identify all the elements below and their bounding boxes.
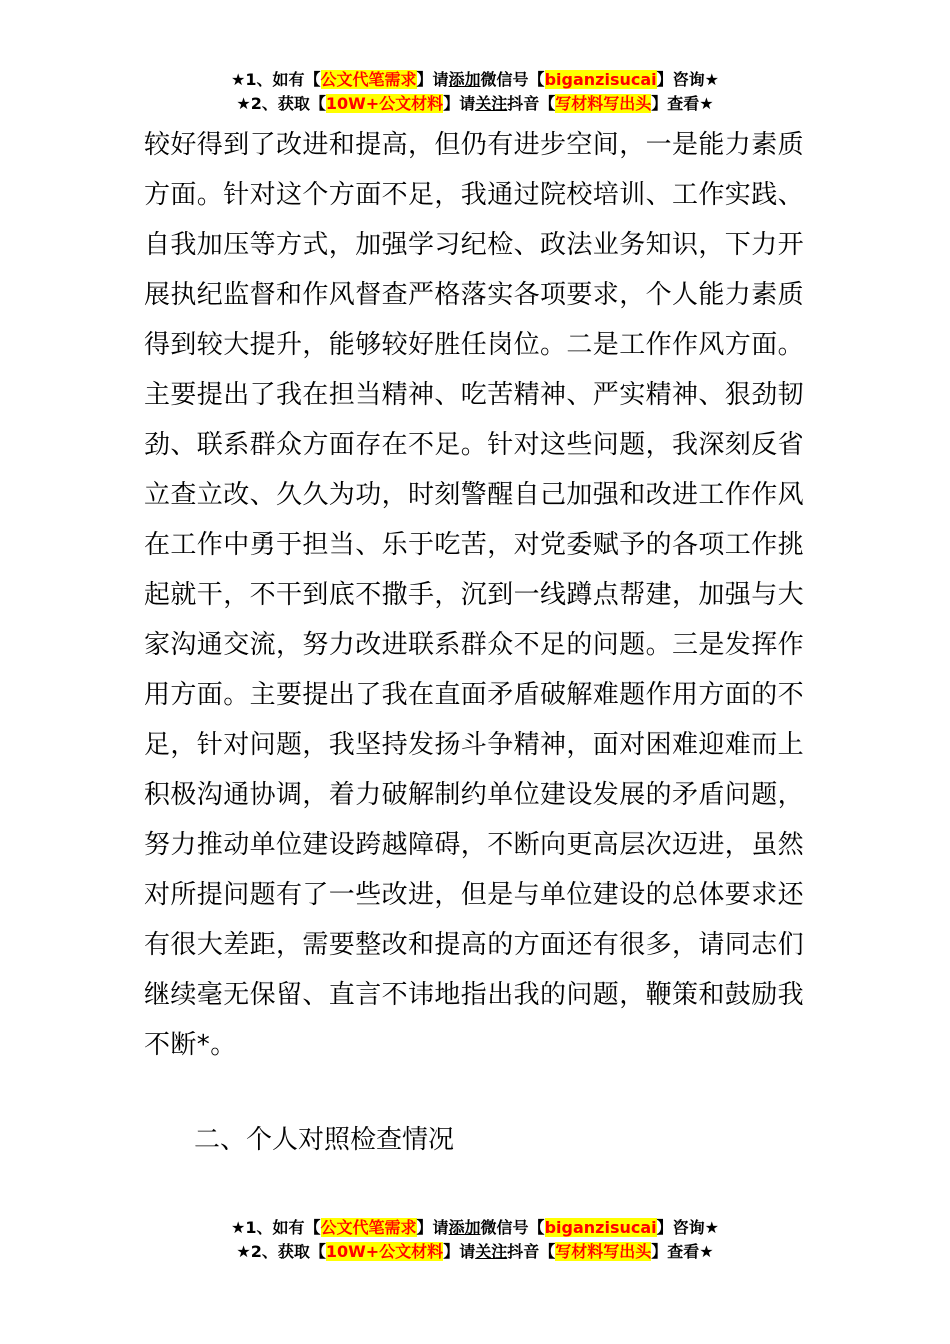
promo-footer-bottom	[0, 1216, 950, 1264]
highlight-douyin-account: 写材料写出头	[555, 1242, 652, 1261]
body-line: 立查立改、久久为功，时刻警醒自己加强和改进工作作风	[144, 480, 805, 510]
body-line: 对所提问题有了一些改进，但是与单位建设的总体要求还	[144, 880, 805, 910]
section-heading: 二、个人对照检查情况	[194, 1125, 455, 1155]
body-line: 较好得到了改进和提高，但仍有进步空间，一是能力素质	[144, 130, 805, 160]
body-paragraph	[144, 120, 808, 1070]
body-line: 积极沟通协调，着力破解制约单位建设发展的矛盾问题，	[144, 780, 805, 810]
promo-line-1: ★1、如有【公文代笔需求】请添加微信号【biganzisucai】咨询★	[231, 1218, 719, 1237]
body-line: 在工作中勇于担当、乐于吃苦，对党委赋予的各项工作挑	[144, 530, 805, 560]
promo-header-top	[0, 68, 950, 116]
body-line: 劲、联系群众方面存在不足。针对这些问题，我深刻反省	[144, 430, 805, 460]
highlight-douyin-account: 写材料写出头	[555, 94, 652, 113]
body-line: 得到较大提升，能够较好胜任岗位。二是工作作风方面。	[144, 330, 805, 360]
body-line: 有很大差距，需要整改和提高的方面还有很多，请同志们	[144, 930, 805, 960]
body-line: 方面。针对这个方面不足，我通过院校培训、工作实践、	[144, 180, 805, 210]
highlight-service: 公文代笔需求	[320, 70, 417, 89]
body-line: 自我加压等方式，加强学习纪检、政法业务知识，下力开	[144, 230, 805, 260]
body-line: 主要提出了我在担当精神、吃苦精神、严实精神、狠劲韧	[144, 380, 805, 410]
body-line: 家沟通交流，努力改进联系群众不足的问题。三是发挥作	[144, 630, 805, 660]
body-line: 继续毫无保留、直言不讳地指出我的问题，鞭策和鼓励我	[144, 980, 805, 1010]
body-line: 展执纪监督和作风督查严格落实各项要求，个人能力素质	[144, 280, 805, 310]
highlight-materials: 10W+公文材料	[325, 94, 444, 113]
body-line: 不断*。	[144, 1030, 237, 1060]
body-line: 足，针对问题，我坚持发扬斗争精神，面对困难迎难而上	[144, 730, 805, 760]
highlight-wechat-id: biganzisucai	[544, 70, 657, 89]
promo-line-2: ★2、获取【10W+公文材料】请关注抖音【写材料写出头】查看★	[236, 94, 714, 113]
highlight-wechat-id: biganzisucai	[544, 1218, 657, 1237]
body-line: 努力推动单位建设跨越障碍，不断向更高层次迈进，虽然	[144, 830, 805, 860]
body-line: 用方面。主要提出了我在直面矛盾破解难题作用方面的不	[144, 680, 805, 710]
promo-line-1: ★1、如有【公文代笔需求】请添加微信号【biganzisucai】咨询★	[231, 70, 719, 89]
promo-line-2: ★2、获取【10W+公文材料】请关注抖音【写材料写出头】查看★	[236, 1242, 714, 1261]
highlight-service: 公文代笔需求	[320, 1218, 417, 1237]
body-line: 起就干，不干到底不撒手，沉到一线蹲点帮建，加强与大	[144, 580, 805, 610]
highlight-materials: 10W+公文材料	[325, 1242, 444, 1261]
